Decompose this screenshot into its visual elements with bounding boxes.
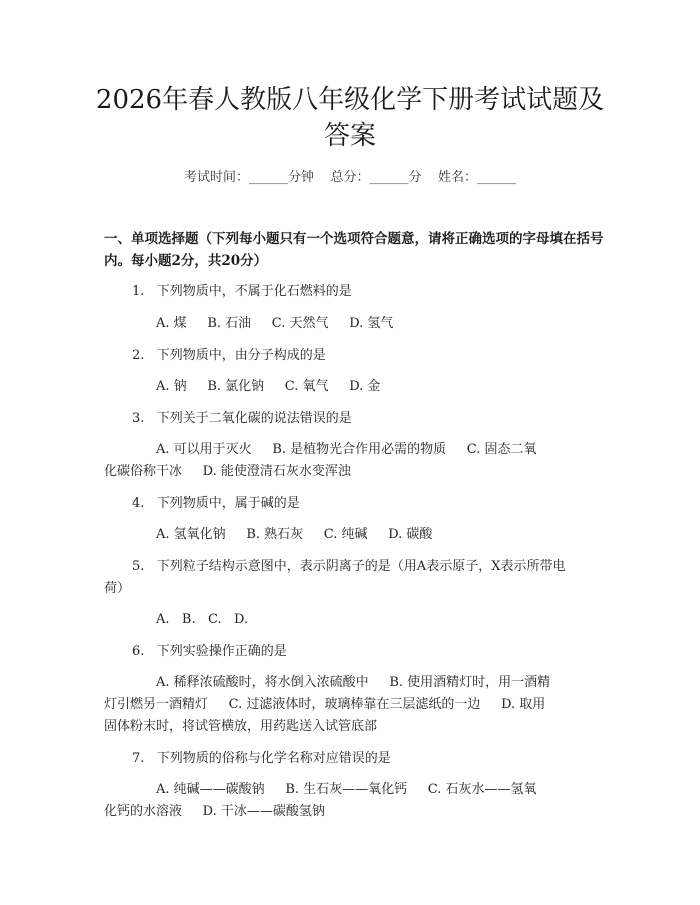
question-3-stem: 3. 下列关于二氧化碳的说法错误的是 [132, 411, 352, 426]
section-heading: 一、单项选择题（下列每小题只有一个选项符合题意，请将正确选项的字母填在括号内。每小题2分，共20分） [104, 231, 604, 269]
question-1-stem: 1. 下列物质中，不属于化石燃料的是 [132, 284, 352, 299]
question-5-stem [104, 556, 600, 600]
question-5-stem-line-1: 5. 下列粒子结构示意图中，表示阴离子的是（用A表示原子，X表示所带电 [132, 559, 566, 574]
question-7-options-line-1: A. 纯碱——碳酸钠 B. 生石灰——氧化钙 C. 石灰水——氢氧 [156, 782, 537, 797]
question-3-options-line-1: A. 可以用于灭火 B. 是植物光合作用必需的物质 C. 固态二氧 [156, 442, 537, 457]
exam-meta-line: 考试时间：______分钟 总分：______分 姓名：______ [183, 170, 517, 185]
question-4-options: A. 氢氧化钠 B. 熟石灰 C. 纯碱 D. 碳酸 [156, 527, 433, 542]
question-6-options-line-2: 灯引燃另一酒精灯 C. 过滤液体时，玻璃棒靠在三层滤纸的一边 D. 取用 [104, 697, 546, 712]
question-3-options-line-2: 化碳俗称干冰 D. 能使澄清石灰水变浑浊 [104, 464, 351, 479]
question-4-stem: 4. 下列物质中，属于碱的是 [132, 496, 300, 511]
question-5-options: A. B. C. D. [156, 612, 249, 627]
question-2-options: A. 钠 B. 氯化钠 C. 氧气 D. 金 [156, 379, 381, 394]
page-title: 2026年春人教版八年级化学下册考试试题及答案 [95, 85, 605, 151]
question-2-stem: 2. 下列物质中，由分子构成的是 [132, 348, 326, 363]
question-1-options: A. 煤 B. 石油 C. 天然气 D. 氢气 [156, 316, 394, 331]
question-6-stem: 6. 下列实验操作正确的是 [132, 644, 287, 659]
question-7-stem: 7. 下列物质的俗称与化学名称对应错误的是 [132, 751, 391, 766]
question-5-stem-line-2: 荷） [104, 581, 131, 596]
question-7-options-line-2: 化钙的水溶液 D. 干冰——碳酸氢钠 [104, 804, 325, 819]
question-6-options-line-1: A. 稀释浓硫酸时，将水倒入浓硫酸中 B. 使用酒精灯时，用一酒精 [156, 675, 551, 690]
question-6-options [104, 672, 600, 738]
question-3-options [104, 439, 600, 483]
question-7-options [104, 779, 600, 823]
question-6-options-line-3: 固体粉末时，将试管横放，用药匙送入试管底部 [104, 719, 378, 734]
